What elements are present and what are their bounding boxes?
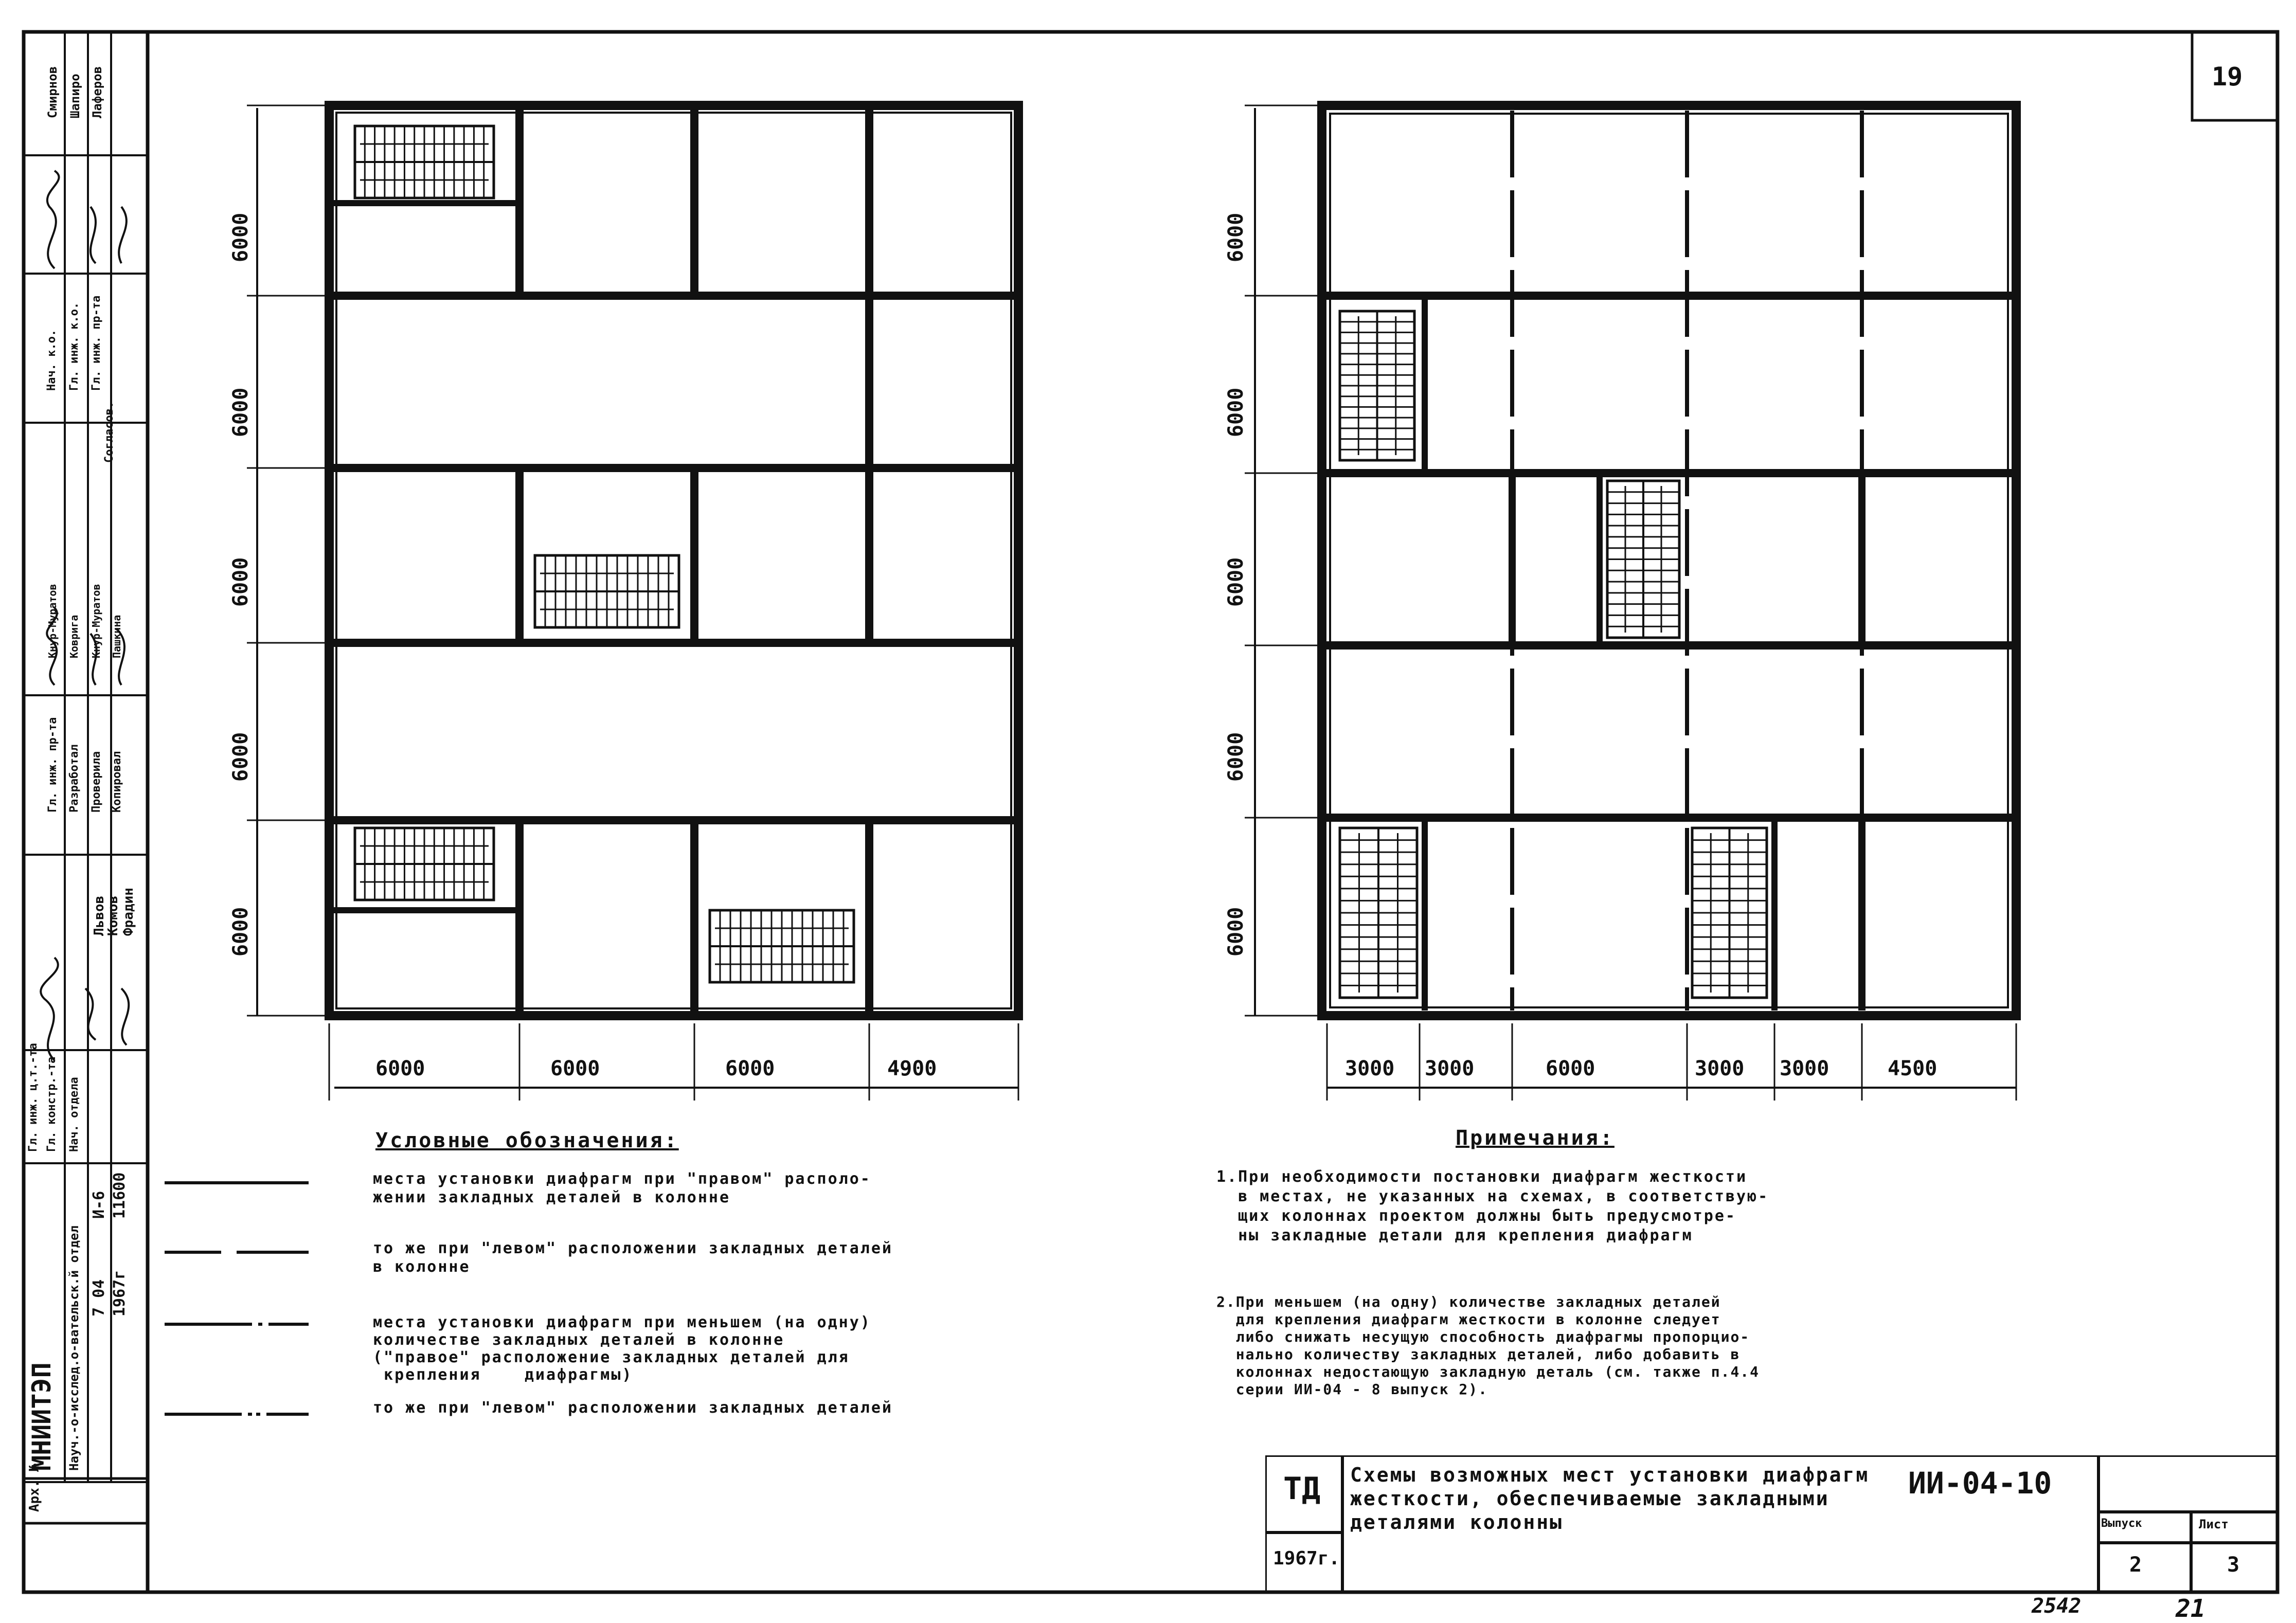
left-row-dim: 6000 xyxy=(229,557,253,607)
title-block-vypusk-label: Выпуск xyxy=(2101,1517,2142,1530)
stamp-code-2: И-6 xyxy=(90,1191,108,1219)
left-stair-2 xyxy=(535,555,679,627)
left-col-dim: 6000 xyxy=(375,1057,425,1080)
left-stair-3 xyxy=(355,828,494,900)
left-col-dim: 6000 xyxy=(725,1057,775,1080)
left-plan-inner-outline xyxy=(336,113,1011,1008)
legend-symbols xyxy=(154,1152,319,1440)
sheet-number: 19 xyxy=(2212,62,2243,92)
footer-left-number: 2542 xyxy=(2032,1594,2082,1618)
right-stair-2 xyxy=(1607,481,1679,638)
left-col-dim: 4900 xyxy=(887,1057,937,1080)
left-row-dim: 6000 xyxy=(229,212,253,262)
legend-item-3: то же при "левом" расположении закладных деталей xyxy=(373,1399,893,1417)
right-row-dim: 6000 xyxy=(1224,732,1248,782)
title-block-td: ТД xyxy=(1283,1471,1321,1507)
left-row-dim: 6000 xyxy=(229,387,253,437)
archive-label: Арх. № xyxy=(27,1464,42,1512)
legend-item-2: места установки диафрагм при меньшем (на одну) количестве закладных деталей в колонне ("правое" расположение закладных деталей для крепления диафрагмы) xyxy=(373,1313,871,1384)
right-col-dim: 6000 xyxy=(1546,1057,1595,1080)
stamp-dept: Науч.-о-исслед.о-вательск.й отдел xyxy=(67,1225,81,1471)
legend-title: Условные обозначения: xyxy=(375,1129,679,1152)
legend-item-1: то же при "левом" расположении закладных деталей в колонне xyxy=(373,1239,893,1276)
stamp-name3-2: Лаферов xyxy=(90,66,104,118)
stamp-name2-0: Кнур-Муратов xyxy=(46,584,59,658)
stamp-name2-2: Кнур-Муратов xyxy=(90,584,102,658)
right-stair-4 xyxy=(1692,828,1767,998)
right-row-dim: 6000 xyxy=(1224,212,1248,262)
note-item-1: 2.При меньшем (на одну) количестве закладных деталей для крепления диафрагм жесткости в колонне следует либо снижать несущую способность диафрагмы пропорцио- нально количеству закладных деталей, либо добавить в колоннах недостающую закладную деталь (см. также п.4.4 серии ИИ-04 - 8 выпуск 2). xyxy=(1216,1293,1760,1398)
stamp-role2-0: Гл. инж. пр-та xyxy=(46,717,59,813)
footer-right-number: 21 xyxy=(2176,1594,2205,1623)
right-row-dim: 6000 xyxy=(1224,907,1248,957)
right-col-dim: 3000 xyxy=(1695,1057,1745,1080)
stamp-role-1: Гл. констр.-та xyxy=(45,1056,58,1152)
right-col-dim: 3000 xyxy=(1345,1057,1395,1080)
stamp-code-1: 1967г xyxy=(111,1270,129,1317)
stamp-name3-1: Шапиро xyxy=(68,74,82,118)
right-col-dim: 4500 xyxy=(1888,1057,1938,1080)
stamp-sign-name-1: Комов xyxy=(105,895,121,936)
right-stair-1 xyxy=(1340,311,1414,460)
note-item-0: 1.При необходимости постановки диафрагм жесткости в местах, не указанных на схемах, в соответствую- щих колоннах проектом должны быть предусмотре- ны закладные детали для крепления диафрагм xyxy=(1216,1168,1769,1245)
stamp-sign-name-2: Фрадин xyxy=(121,888,136,936)
title-block-list-label: Лист xyxy=(2199,1517,2229,1531)
stamp-code-0: 7 04 xyxy=(90,1279,108,1317)
stamp-role2-1: Разработал xyxy=(68,744,81,813)
left-stair-4 xyxy=(710,910,854,982)
left-row-dim: 6000 xyxy=(229,732,253,782)
stamp-role3-0: Нач. к.о. xyxy=(45,329,58,391)
right-row-dim: 6000 xyxy=(1224,557,1248,607)
left-row-dim: 6000 xyxy=(229,907,253,957)
notes-title: Примечания: xyxy=(1456,1126,1615,1150)
stamp-role2-3: Копировал xyxy=(111,751,123,813)
left-col-dim: 6000 xyxy=(550,1057,600,1080)
right-col-dim: 3000 xyxy=(1425,1057,1475,1080)
stamp-org: МНИИТЭП xyxy=(27,1362,57,1471)
stamp-role-2: Нач. отдела xyxy=(68,1077,81,1152)
stamp-name2-1: Коврига xyxy=(68,615,80,658)
right-stair-3 xyxy=(1340,828,1417,998)
stamp-sign-name-0: Львов xyxy=(92,895,107,936)
stamp-code-3: 11600 xyxy=(111,1172,129,1219)
right-plan-inner-outline xyxy=(1330,114,2008,1007)
stamp-role3-2: Гл. инж. пр-та xyxy=(90,295,103,391)
title-block-list-value: 3 xyxy=(2227,1553,2240,1577)
left-plan-outline xyxy=(329,105,1018,1016)
stamp-agreed: Согласов. xyxy=(103,401,116,463)
right-row-dim: 6000 xyxy=(1224,387,1248,437)
right-col-dim: 3000 xyxy=(1780,1057,1829,1080)
stamp-name2-3: Пашкина xyxy=(111,615,123,658)
stamp-role2-2: Проверила xyxy=(90,751,103,813)
stamp-role3-1: Гл. инж. к.о. xyxy=(68,302,81,391)
title-block-year: 1967г. xyxy=(1273,1548,1340,1569)
title-block-code: ИИ-04-10 xyxy=(1908,1466,2052,1501)
left-stair-1 xyxy=(355,126,494,198)
stamp-name3-0: Смирнов xyxy=(45,66,60,118)
title-block-vypusk-value: 2 xyxy=(2129,1553,2142,1577)
title-block-title: Схемы возможных мест установки диафрагм жесткости, обеспечиваемые закладными деталями колонны xyxy=(1350,1464,1870,1534)
legend-item-0: места установки диафрагм при "правом" располо- жении закладных деталей в колонне xyxy=(373,1170,871,1206)
stamp-role-0: Гл. инж. ц.т.-та xyxy=(27,1043,40,1152)
